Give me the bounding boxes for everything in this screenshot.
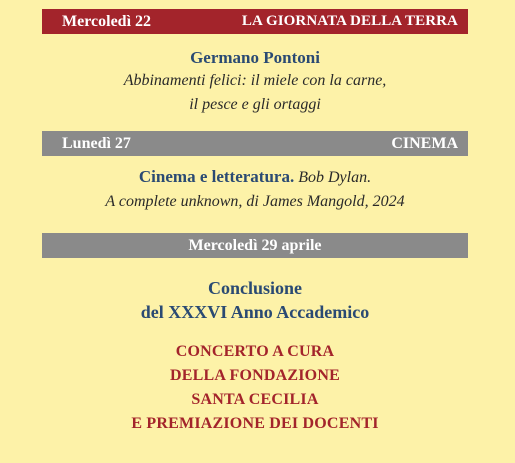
event2-topic-line2: A complete unknown, di James Mangold, 2024 <box>105 193 405 210</box>
concert-line: E PREMIAZIONE DEI DOCENTI <box>131 415 379 432</box>
event2-theme: CINEMA <box>391 135 458 152</box>
event2-topic-part1: Bob Dylan. <box>294 169 372 186</box>
concert-line: SANTA CECILIA <box>191 391 319 408</box>
event3-concert <box>42 340 468 436</box>
event2-title: Cinema e letteratura. <box>138 167 295 186</box>
event3-header-bar <box>42 233 468 258</box>
event1-theme: LA GIORNATA DELLA TERRA <box>241 13 458 29</box>
event3-day: Mercoledì 29 aprile <box>188 237 322 254</box>
event1-speaker: Germano Pontoni <box>190 48 320 67</box>
event1-day: Mercoledì 22 <box>62 13 152 30</box>
event2-content <box>42 166 468 214</box>
event3-conclusion <box>42 276 468 324</box>
event2-header-bar <box>42 131 468 156</box>
event1-header-bar <box>42 9 468 34</box>
event2-day: Lunedì 27 <box>62 135 131 152</box>
conclusion-line1: Conclusione <box>207 278 303 298</box>
event2-topic-line1 <box>42 166 468 190</box>
concert-line: DELLA FONDAZIONE <box>170 367 340 384</box>
event1-content <box>42 47 468 117</box>
event1-topic-line2: il pesce e gli ortaggi <box>189 96 321 113</box>
conclusion-line2: del XXXVI Anno Accademico <box>140 302 370 322</box>
concert-line: CONCERTO A CURA <box>175 343 335 360</box>
event1-topic-line1: Abbinamenti felici: il miele con la carne, <box>123 72 387 89</box>
